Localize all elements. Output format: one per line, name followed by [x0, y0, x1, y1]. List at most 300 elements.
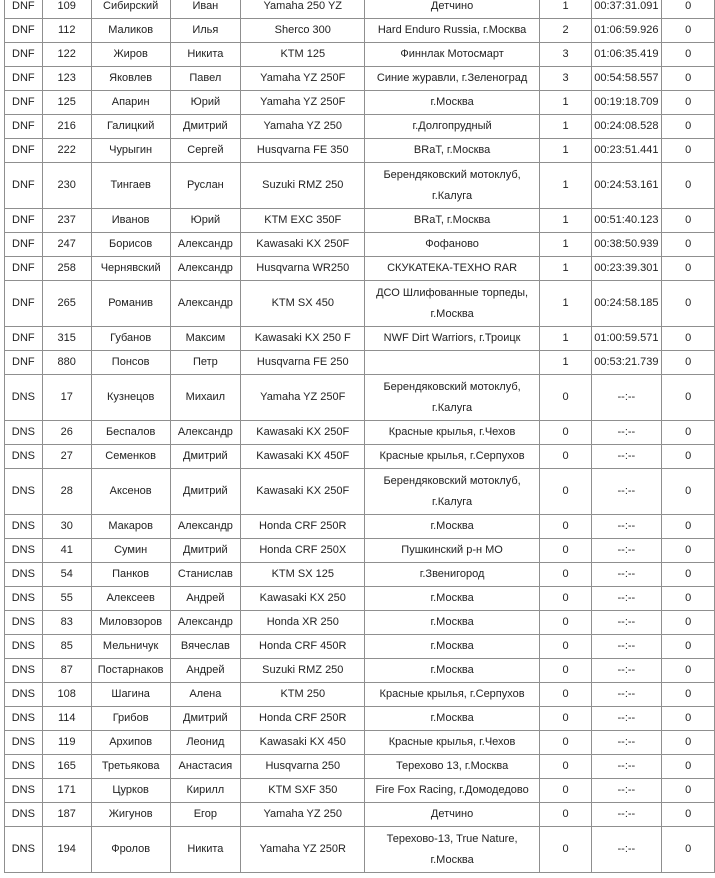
number-cell: 187: [42, 803, 91, 827]
surname-cell: Сибирский: [91, 0, 170, 19]
motorcycle-cell: Honda CRF 250R: [241, 707, 365, 731]
status-cell: DNS: [5, 827, 43, 873]
motorcycle-cell: Husqvarna FE 250: [241, 351, 365, 375]
laps-cell: 0: [539, 803, 591, 827]
laps-cell: 0: [539, 563, 591, 587]
status-cell: DNF: [5, 67, 43, 91]
time-cell: --:--: [592, 659, 662, 683]
laps-cell: 0: [539, 731, 591, 755]
laps-cell: 3: [539, 43, 591, 67]
motorcycle-cell: Yamaha 250 YZ: [241, 0, 365, 19]
motorcycle-cell: KTM SXF 350: [241, 779, 365, 803]
team-cell: Детчино: [365, 0, 539, 19]
name-cell: Михаил: [170, 375, 241, 421]
surname-cell: Чернявский: [91, 257, 170, 281]
time-cell: --:--: [592, 707, 662, 731]
name-cell: Юрий: [170, 91, 241, 115]
name-cell: Александр: [170, 257, 241, 281]
time-cell: --:--: [592, 635, 662, 659]
name-cell: Анастасия: [170, 755, 241, 779]
team-cell: г.Москва: [365, 587, 539, 611]
table-row: [5, 115, 715, 139]
points-cell: 0: [662, 515, 715, 539]
time-cell: 01:00:59.571: [592, 327, 662, 351]
name-cell: Дмитрий: [170, 469, 241, 515]
table-row: [5, 281, 715, 327]
table-row: [5, 611, 715, 635]
number-cell: 194: [42, 827, 91, 873]
time-cell: 01:06:59.926: [592, 19, 662, 43]
table-row: [5, 139, 715, 163]
name-cell: Леонид: [170, 731, 241, 755]
table-row: [5, 351, 715, 375]
laps-cell: 1: [539, 209, 591, 233]
status-cell: DNS: [5, 563, 43, 587]
number-cell: 17: [42, 375, 91, 421]
surname-cell: Панков: [91, 563, 170, 587]
surname-cell: Жигунов: [91, 803, 170, 827]
table-row: [5, 683, 715, 707]
time-cell: --:--: [592, 587, 662, 611]
team-cell: BRaT, г.Москва: [365, 139, 539, 163]
time-cell: --:--: [592, 445, 662, 469]
team-cell: Hard Enduro Russia, г.Москва: [365, 19, 539, 43]
table-row: [5, 445, 715, 469]
surname-cell: Тингаев: [91, 163, 170, 209]
status-cell: DNS: [5, 539, 43, 563]
team-cell: Берендяковский мотоклуб, г.Калуга: [365, 163, 539, 209]
number-cell: 41: [42, 539, 91, 563]
number-cell: 237: [42, 209, 91, 233]
surname-cell: Губанов: [91, 327, 170, 351]
points-cell: 0: [662, 375, 715, 421]
points-cell: 0: [662, 281, 715, 327]
name-cell: Егор: [170, 803, 241, 827]
results-table: [4, 0, 715, 873]
motorcycle-cell: Honda XR 250: [241, 611, 365, 635]
number-cell: 108: [42, 683, 91, 707]
table-row: [5, 587, 715, 611]
motorcycle-cell: Yamaha YZ 250: [241, 803, 365, 827]
table-row: [5, 827, 715, 873]
name-cell: Кирилл: [170, 779, 241, 803]
team-cell: [365, 351, 539, 375]
points-cell: 0: [662, 327, 715, 351]
team-cell: NWF Dirt Warriors, г.Троицк: [365, 327, 539, 351]
status-cell: DNF: [5, 91, 43, 115]
team-cell: Красные крылья, г.Серпухов: [365, 445, 539, 469]
motorcycle-cell: Kawasaki KX 250F: [241, 233, 365, 257]
laps-cell: 0: [539, 683, 591, 707]
surname-cell: Третьякова: [91, 755, 170, 779]
points-cell: 0: [662, 43, 715, 67]
number-cell: 315: [42, 327, 91, 351]
number-cell: 87: [42, 659, 91, 683]
time-cell: --:--: [592, 803, 662, 827]
motorcycle-cell: Husqvarna FE 350: [241, 139, 365, 163]
number-cell: 112: [42, 19, 91, 43]
table-row: [5, 43, 715, 67]
status-cell: DNS: [5, 469, 43, 515]
surname-cell: Постарнаков: [91, 659, 170, 683]
surname-cell: Апарин: [91, 91, 170, 115]
name-cell: Александр: [170, 515, 241, 539]
surname-cell: Алексеев: [91, 587, 170, 611]
name-cell: Александр: [170, 233, 241, 257]
motorcycle-cell: Sherco 300: [241, 19, 365, 43]
status-cell: DNF: [5, 163, 43, 209]
number-cell: 28: [42, 469, 91, 515]
name-cell: Вячеслав: [170, 635, 241, 659]
name-cell: Руслан: [170, 163, 241, 209]
team-cell: Красные крылья, г.Чехов: [365, 731, 539, 755]
points-cell: 0: [662, 19, 715, 43]
status-cell: DNS: [5, 731, 43, 755]
time-cell: 00:24:08.528: [592, 115, 662, 139]
motorcycle-cell: Kawasaki KX 250F: [241, 469, 365, 515]
team-cell: Детчино: [365, 803, 539, 827]
number-cell: 165: [42, 755, 91, 779]
surname-cell: Грибов: [91, 707, 170, 731]
surname-cell: Романив: [91, 281, 170, 327]
status-cell: DNS: [5, 421, 43, 445]
time-cell: --:--: [592, 683, 662, 707]
table-row: [5, 209, 715, 233]
number-cell: 123: [42, 67, 91, 91]
status-cell: DNF: [5, 257, 43, 281]
time-cell: 00:24:58.185: [592, 281, 662, 327]
laps-cell: 1: [539, 351, 591, 375]
laps-cell: 1: [539, 327, 591, 351]
laps-cell: 1: [539, 139, 591, 163]
points-cell: 0: [662, 587, 715, 611]
laps-cell: 0: [539, 469, 591, 515]
surname-cell: Мельничук: [91, 635, 170, 659]
number-cell: 85: [42, 635, 91, 659]
laps-cell: 2: [539, 19, 591, 43]
name-cell: Александр: [170, 281, 241, 327]
points-cell: 0: [662, 421, 715, 445]
points-cell: 0: [662, 563, 715, 587]
time-cell: --:--: [592, 515, 662, 539]
status-cell: DNS: [5, 707, 43, 731]
motorcycle-cell: Honda CRF 250R: [241, 515, 365, 539]
status-cell: DNF: [5, 281, 43, 327]
time-cell: --:--: [592, 611, 662, 635]
status-cell: DNF: [5, 0, 43, 19]
number-cell: 122: [42, 43, 91, 67]
motorcycle-cell: Kawasaki KX 250: [241, 587, 365, 611]
surname-cell: Понсов: [91, 351, 170, 375]
table-row: [5, 67, 715, 91]
laps-cell: 0: [539, 611, 591, 635]
time-cell: 00:23:39.301: [592, 257, 662, 281]
team-cell: BRaT, г.Москва: [365, 209, 539, 233]
laps-cell: 1: [539, 0, 591, 19]
number-cell: 26: [42, 421, 91, 445]
motorcycle-cell: Suzuki RMZ 250: [241, 163, 365, 209]
motorcycle-cell: Honda CRF 450R: [241, 635, 365, 659]
name-cell: Алена: [170, 683, 241, 707]
name-cell: Петр: [170, 351, 241, 375]
table-row: [5, 421, 715, 445]
name-cell: Максим: [170, 327, 241, 351]
motorcycle-cell: Husqvarna WR250: [241, 257, 365, 281]
status-cell: DNF: [5, 115, 43, 139]
team-cell: ДСО Шлифованные торпеды, г.Москва: [365, 281, 539, 327]
laps-cell: 0: [539, 635, 591, 659]
table-row: [5, 659, 715, 683]
points-cell: 0: [662, 209, 715, 233]
surname-cell: Миловзоров: [91, 611, 170, 635]
surname-cell: Яковлев: [91, 67, 170, 91]
time-cell: --:--: [592, 731, 662, 755]
status-cell: DNS: [5, 635, 43, 659]
team-cell: Пушкинский р-н МО: [365, 539, 539, 563]
time-cell: --:--: [592, 539, 662, 563]
surname-cell: Макаров: [91, 515, 170, 539]
surname-cell: Чурыгин: [91, 139, 170, 163]
table-row: [5, 779, 715, 803]
name-cell: Дмитрий: [170, 115, 241, 139]
team-cell: г.Москва: [365, 635, 539, 659]
status-cell: DNS: [5, 779, 43, 803]
laps-cell: 0: [539, 659, 591, 683]
team-cell: Синие журавли, г.Зеленоград: [365, 67, 539, 91]
number-cell: 54: [42, 563, 91, 587]
laps-cell: 0: [539, 779, 591, 803]
motorcycle-cell: KTM 125: [241, 43, 365, 67]
points-cell: 0: [662, 707, 715, 731]
number-cell: 880: [42, 351, 91, 375]
status-cell: DNS: [5, 611, 43, 635]
surname-cell: Борисов: [91, 233, 170, 257]
table-row: [5, 635, 715, 659]
name-cell: Илья: [170, 19, 241, 43]
status-cell: DNF: [5, 351, 43, 375]
status-cell: DNS: [5, 375, 43, 421]
time-cell: --:--: [592, 375, 662, 421]
points-cell: 0: [662, 67, 715, 91]
name-cell: Никита: [170, 43, 241, 67]
surname-cell: Кузнецов: [91, 375, 170, 421]
table-row: [5, 0, 715, 19]
team-cell: г.Москва: [365, 611, 539, 635]
table-row: [5, 731, 715, 755]
number-cell: 171: [42, 779, 91, 803]
laps-cell: 1: [539, 163, 591, 209]
motorcycle-cell: Yamaha YZ 250F: [241, 67, 365, 91]
time-cell: --:--: [592, 469, 662, 515]
name-cell: Сергей: [170, 139, 241, 163]
points-cell: 0: [662, 659, 715, 683]
time-cell: --:--: [592, 779, 662, 803]
team-cell: г.Звенигород: [365, 563, 539, 587]
time-cell: 00:38:50.939: [592, 233, 662, 257]
points-cell: 0: [662, 139, 715, 163]
results-table-body: [5, 0, 715, 873]
team-cell: Финнлак Мотосмарт: [365, 43, 539, 67]
status-cell: DNS: [5, 515, 43, 539]
laps-cell: 0: [539, 515, 591, 539]
surname-cell: Архипов: [91, 731, 170, 755]
time-cell: --:--: [592, 755, 662, 779]
status-cell: DNS: [5, 587, 43, 611]
team-cell: Терехово 13, г.Москва: [365, 755, 539, 779]
team-cell: Фофаново: [365, 233, 539, 257]
team-cell: Красные крылья, г.Серпухов: [365, 683, 539, 707]
name-cell: Юрий: [170, 209, 241, 233]
surname-cell: Маликов: [91, 19, 170, 43]
name-cell: Никита: [170, 827, 241, 873]
table-row: [5, 327, 715, 351]
table-row: [5, 755, 715, 779]
status-cell: DNS: [5, 803, 43, 827]
time-cell: 00:37:31.091: [592, 0, 662, 19]
team-cell: Берендяковский мотоклуб, г.Калуга: [365, 375, 539, 421]
table-row: [5, 257, 715, 281]
laps-cell: 0: [539, 707, 591, 731]
status-cell: DNS: [5, 755, 43, 779]
number-cell: 247: [42, 233, 91, 257]
points-cell: 0: [662, 445, 715, 469]
number-cell: 109: [42, 0, 91, 19]
time-cell: --:--: [592, 827, 662, 873]
status-cell: DNS: [5, 445, 43, 469]
status-cell: DNF: [5, 209, 43, 233]
team-cell: г.Москва: [365, 659, 539, 683]
table-row: [5, 91, 715, 115]
team-cell: г.Москва: [365, 515, 539, 539]
name-cell: Иван: [170, 0, 241, 19]
points-cell: 0: [662, 827, 715, 873]
laps-cell: 0: [539, 539, 591, 563]
motorcycle-cell: Yamaha YZ 250: [241, 115, 365, 139]
points-cell: 0: [662, 803, 715, 827]
time-cell: 00:53:21.739: [592, 351, 662, 375]
time-cell: --:--: [592, 421, 662, 445]
team-cell: г.Долгопрудный: [365, 115, 539, 139]
table-row: [5, 163, 715, 209]
motorcycle-cell: Kawasaki KX 250F: [241, 421, 365, 445]
name-cell: Александр: [170, 611, 241, 635]
points-cell: 0: [662, 731, 715, 755]
time-cell: 00:19:18.709: [592, 91, 662, 115]
team-cell: Берендяковский мотоклуб, г.Калуга: [365, 469, 539, 515]
surname-cell: Фролов: [91, 827, 170, 873]
name-cell: Александр: [170, 421, 241, 445]
table-row: [5, 375, 715, 421]
time-cell: 00:24:53.161: [592, 163, 662, 209]
surname-cell: Семенков: [91, 445, 170, 469]
status-cell: DNF: [5, 139, 43, 163]
points-cell: 0: [662, 0, 715, 19]
number-cell: 265: [42, 281, 91, 327]
surname-cell: Шагина: [91, 683, 170, 707]
surname-cell: Галицкий: [91, 115, 170, 139]
points-cell: 0: [662, 115, 715, 139]
table-row: [5, 539, 715, 563]
points-cell: 0: [662, 233, 715, 257]
number-cell: 258: [42, 257, 91, 281]
laps-cell: 0: [539, 827, 591, 873]
points-cell: 0: [662, 611, 715, 635]
laps-cell: 1: [539, 233, 591, 257]
number-cell: 125: [42, 91, 91, 115]
laps-cell: 1: [539, 115, 591, 139]
motorcycle-cell: Kawasaki KX 450: [241, 731, 365, 755]
points-cell: 0: [662, 539, 715, 563]
surname-cell: Аксенов: [91, 469, 170, 515]
motorcycle-cell: KTM SX 125: [241, 563, 365, 587]
status-cell: DNF: [5, 327, 43, 351]
number-cell: 27: [42, 445, 91, 469]
table-row: [5, 707, 715, 731]
table-row: [5, 469, 715, 515]
laps-cell: 0: [539, 375, 591, 421]
number-cell: 114: [42, 707, 91, 731]
motorcycle-cell: Yamaha YZ 250F: [241, 375, 365, 421]
time-cell: --:--: [592, 563, 662, 587]
time-cell: 00:51:40.123: [592, 209, 662, 233]
laps-cell: 0: [539, 421, 591, 445]
surname-cell: Цурков: [91, 779, 170, 803]
laps-cell: 1: [539, 281, 591, 327]
time-cell: 00:23:51.441: [592, 139, 662, 163]
team-cell: г.Москва: [365, 91, 539, 115]
table-row: [5, 233, 715, 257]
motorcycle-cell: Honda CRF 250X: [241, 539, 365, 563]
number-cell: 222: [42, 139, 91, 163]
name-cell: Дмитрий: [170, 707, 241, 731]
number-cell: 119: [42, 731, 91, 755]
name-cell: Павел: [170, 67, 241, 91]
laps-cell: 0: [539, 445, 591, 469]
laps-cell: 0: [539, 755, 591, 779]
points-cell: 0: [662, 351, 715, 375]
status-cell: DNF: [5, 19, 43, 43]
name-cell: Станислав: [170, 563, 241, 587]
motorcycle-cell: KTM SX 450: [241, 281, 365, 327]
team-cell: Fire Fox Racing, г.Домодедово: [365, 779, 539, 803]
points-cell: 0: [662, 257, 715, 281]
motorcycle-cell: Yamaha YZ 250F: [241, 91, 365, 115]
table-row: [5, 563, 715, 587]
motorcycle-cell: Yamaha YZ 250R: [241, 827, 365, 873]
points-cell: 0: [662, 163, 715, 209]
team-cell: СКУКАТЕКА-ТЕХНО RAR: [365, 257, 539, 281]
name-cell: Дмитрий: [170, 539, 241, 563]
surname-cell: Жиров: [91, 43, 170, 67]
number-cell: 230: [42, 163, 91, 209]
table-row: [5, 515, 715, 539]
points-cell: 0: [662, 779, 715, 803]
name-cell: Дмитрий: [170, 445, 241, 469]
points-cell: 0: [662, 91, 715, 115]
surname-cell: Иванов: [91, 209, 170, 233]
motorcycle-cell: Husqvarna 250: [241, 755, 365, 779]
team-cell: Красные крылья, г.Чехов: [365, 421, 539, 445]
team-cell: г.Москва: [365, 707, 539, 731]
surname-cell: Беспалов: [91, 421, 170, 445]
laps-cell: 1: [539, 91, 591, 115]
table-row: [5, 803, 715, 827]
number-cell: 216: [42, 115, 91, 139]
points-cell: 0: [662, 635, 715, 659]
number-cell: 55: [42, 587, 91, 611]
status-cell: DNS: [5, 659, 43, 683]
status-cell: DNF: [5, 233, 43, 257]
